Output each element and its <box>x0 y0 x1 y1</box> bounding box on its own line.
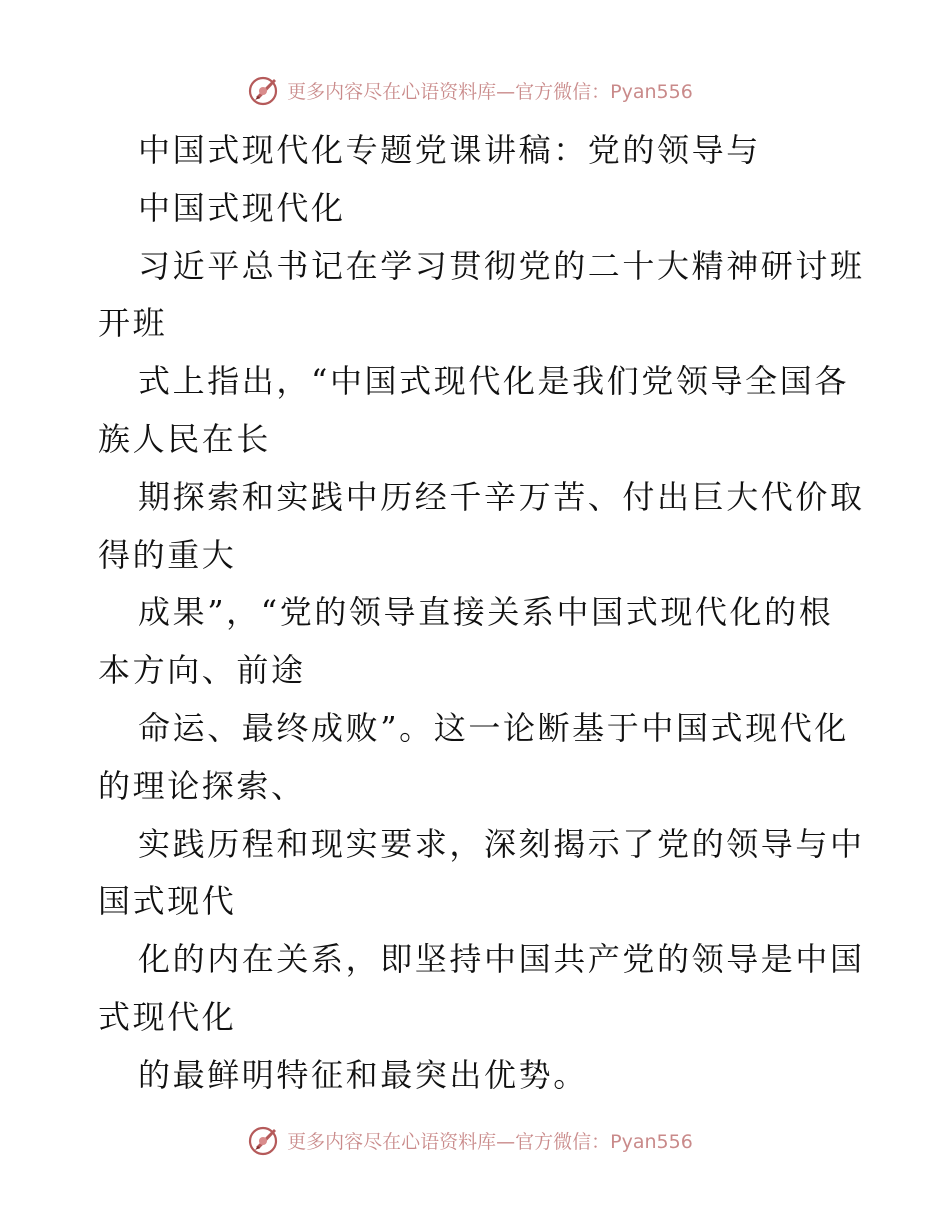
text-line: 实践历程和现实要求，深刻揭示了党的领导与中 <box>138 824 865 863</box>
watermark-group <box>247 73 693 107</box>
text-line: 命运、最终成败”。这一论断基于中国式现代化 <box>138 708 849 747</box>
document-body <box>98 122 865 1105</box>
watermark-text: 更多内容尽在心语资料库—官方微信：Pyan556 <box>287 1130 693 1153</box>
text-line: 习近平总书记在学习贯彻党的二十大精神研讨班 <box>138 246 865 285</box>
text-line: 式上指出，“中国式现代化是我们党领导全国各 <box>138 362 849 401</box>
text-line: 化的内在关系，即坚持中国共产党的领导是中国 <box>138 940 865 979</box>
watermark-group <box>247 1123 693 1157</box>
text-line: 开班 <box>98 304 168 343</box>
text-line: 本方向、前途 <box>98 651 306 690</box>
header-watermark <box>0 70 950 110</box>
quill-seal-icon <box>247 73 281 107</box>
text-line: 得的重大 <box>98 535 237 574</box>
text-line: 国式现代 <box>98 882 237 921</box>
text-line: 中国式现代化 <box>138 188 346 227</box>
text-line: 的最鲜明特征和最突出优势。 <box>138 1055 588 1094</box>
text-line: 族人民在长 <box>98 419 272 458</box>
text-line: 期探索和实践中历经千辛万苦、付出巨大代价取 <box>138 477 865 516</box>
footer-watermark <box>0 1120 950 1160</box>
text-line: 成果”，“党的领导直接关系中国式现代化的根 <box>138 593 834 632</box>
quill-seal-icon <box>247 1123 281 1157</box>
text-line: 式现代化 <box>98 997 237 1036</box>
text-line: 中国式现代化专题党课讲稿：党的领导与 <box>138 131 761 169</box>
text-line: 的理论探索、 <box>98 766 306 805</box>
watermark-text: 更多内容尽在心语资料库—官方微信：Pyan556 <box>287 80 693 103</box>
